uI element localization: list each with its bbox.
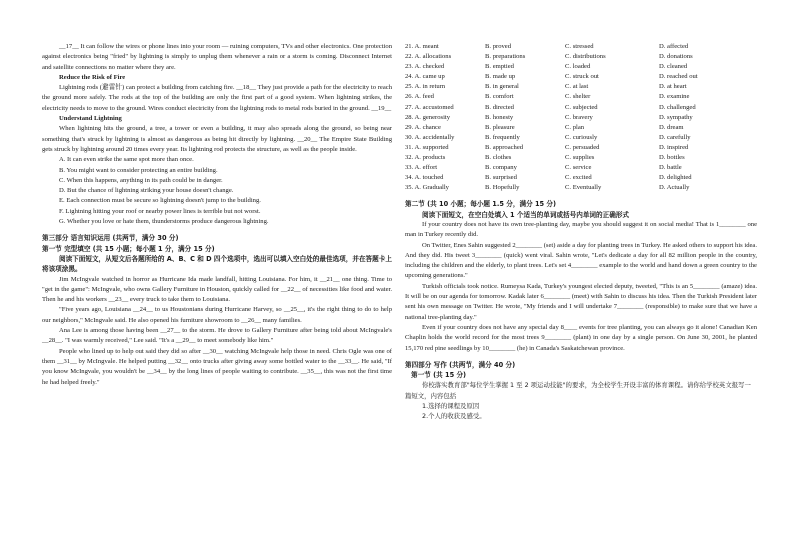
answer-option: B. honesty bbox=[485, 113, 514, 121]
answer-option: B. Hopefully bbox=[485, 184, 520, 192]
answer-option: C. distributions bbox=[565, 53, 606, 61]
answer-option: C. loaded bbox=[565, 63, 591, 71]
answer-row bbox=[405, 163, 757, 173]
answer-option: B. emptied bbox=[485, 63, 514, 71]
fill-paragraph: If your country does not have its own tree-planting day, maybe you should suggest it on social media! That is 1________ one man in Turkey recently did. bbox=[405, 221, 757, 239]
answer-row bbox=[405, 92, 757, 102]
answer-option: 32. A. products bbox=[405, 154, 446, 162]
option-line: C. When this happens, anything in its path could be in danger. bbox=[59, 176, 223, 184]
fill-paragraph: Turkish officials took notice. Rumeysa Kada, Turkey's youngest elected deputy, tweeted, "This is an 5________ (amaze) idea. It will be on our agenda for tomorrow. Kadak later 6________ (meet) with Sahin to discuss his idea. Then the Turkish President later sent his own message on Twitter. He wrote, "My friends and I will undertake 7________ (responsible) to make sure that we have a national tree-planting day." bbox=[405, 282, 757, 321]
answer-option: B. in general bbox=[485, 83, 519, 91]
cloze-paragraph: "Five years ago, Louisiana __24__ to us Houstonians during Hurricane Harvey, so __25__, it's the right thing to do to help our neighbors," McIngvale said. He also opened his furniture showroom to __26__ many families. bbox=[42, 306, 392, 324]
answer-option: C. bravery bbox=[565, 113, 593, 121]
answer-option: D. bottles bbox=[659, 154, 685, 162]
passage-paragraph: Lightning rods (避雷针) can protect a building from catching fire. __18__ They just provide a path for the electricity to reach the ground more safely. The rods at the top of the building are only the first part of a good system. When lightning strikes, the electricity needs to move to the ground. Wires conduct electricity from the lightning rods to metal rods buried in the ground. __19__ bbox=[42, 84, 392, 112]
answer-option: 31. A. supported bbox=[405, 143, 449, 151]
answer-option: B. directed bbox=[485, 103, 514, 111]
answer-option: D. donations bbox=[659, 53, 693, 61]
answer-option: D. dream bbox=[659, 123, 684, 131]
answer-option: 28. A. generosity bbox=[405, 113, 451, 121]
answer-option: 27. A. accustomed bbox=[405, 103, 454, 111]
answer-option: C. Eventually bbox=[565, 184, 602, 192]
answer-row bbox=[405, 183, 757, 193]
answer-row bbox=[405, 52, 757, 62]
answer-option: D. delighted bbox=[659, 174, 692, 182]
answer-options-table bbox=[405, 42, 757, 193]
section-instructions: 阅读下面短文，在空白处填入 1 个适当的单词或括号内单词的正确形式 bbox=[422, 210, 629, 219]
answer-option: 24. A. came up bbox=[405, 73, 445, 81]
answer-row bbox=[405, 113, 757, 123]
left-column bbox=[42, 42, 392, 388]
answer-row bbox=[405, 153, 757, 163]
answer-row bbox=[405, 173, 757, 183]
section-instructions: 阅读下面短文，从短文后各题所给的 A、B、C 和 D 四个选项中，选出可以填入空白处的最佳选项，并在答题卡上将该项涂黑。 bbox=[42, 254, 392, 274]
answer-option: 30. A. accidentally bbox=[405, 133, 455, 141]
answer-option: D. examine bbox=[659, 93, 690, 101]
writing-point: 1.选择的课程及原因 bbox=[422, 402, 480, 411]
answer-option: B. proved bbox=[485, 43, 512, 50]
answer-option: C. shelter bbox=[565, 93, 591, 101]
section-title: 第一节 (共 15 分) bbox=[411, 371, 467, 380]
cloze-paragraph: People who lined up to help out said they did so after __30__ watching McIngvale help those in need. Chris Ogle was one of them __31__ by McIngvale. He helped putting __32__ onto trucks after giving away some bottled water to the __33__. He said, "If you know McIngvale, you wouldn't be __34__ by the long lines of people waiting to contribute. __35__, this was not the first time he had helped freely." bbox=[42, 347, 392, 386]
answer-option: 25. A. in return bbox=[405, 83, 446, 91]
answer-option: B. pleasure bbox=[485, 123, 515, 131]
answer-row bbox=[405, 72, 757, 82]
part-title: 第四部分 写作 (共两节，满分 40 分) bbox=[405, 360, 516, 369]
answer-option: B. made up bbox=[485, 73, 516, 81]
writing-instructions: 你校落实教育部"每位学生掌握 1 至 2 项运动技能"的要求，为全校学生开设丰富的体育课程。请你给学校英文报写一篇短文，内容包括 bbox=[405, 381, 751, 400]
answer-option: 21. A. meant bbox=[405, 43, 439, 50]
answer-option: D. carefully bbox=[659, 133, 691, 141]
answer-option: D. battle bbox=[659, 164, 682, 172]
passage-paragraph: When lightning hits the ground, a tree, a tower or even a building, it may also spreads along the ground, so being near something that's struck by lightning is almost as dangerous as being hit directly by lightning. __20__ The Empire State Building gets struck by lightning around 20 times every year. Its lightning rod protects the structure, as well as the people inside. bbox=[42, 125, 392, 153]
answer-option: D. Actually bbox=[659, 184, 690, 192]
answer-row bbox=[405, 62, 757, 72]
answer-option: C. excited bbox=[565, 174, 592, 182]
answer-option: C. supplies bbox=[565, 154, 595, 162]
option-line: G. Whether you love or hate them, thunderstorms produce dangerous lightning. bbox=[59, 218, 269, 226]
answer-option: 23. A. checked bbox=[405, 63, 445, 71]
answer-option: D. at heart bbox=[659, 83, 687, 91]
answer-option: 33. A. effort bbox=[405, 164, 438, 172]
answer-option: B. company bbox=[485, 164, 517, 172]
answer-option: D. cleaned bbox=[659, 63, 688, 71]
answer-option: B. preparations bbox=[485, 53, 526, 61]
answer-row bbox=[405, 42, 757, 52]
answer-row bbox=[405, 103, 757, 113]
answer-option: C. at last bbox=[565, 83, 589, 91]
answer-option: B. surprised bbox=[485, 174, 517, 182]
answer-option: C. persuaded bbox=[565, 143, 600, 151]
answer-option: 35. A. Gradually bbox=[405, 184, 449, 192]
answer-option: C. subjected bbox=[565, 103, 598, 111]
cloze-paragraph: Ana Lee is among those having been __27__ to the storm. He drove to Gallery Furniture after being told about McIngvale's __28__. "I was warmly received," Lee said. "It's a __29__ to meet somebody like him." bbox=[42, 327, 392, 345]
section-title: 第二节 (共 10 小题；每小题 1.5 分，满分 15 分) bbox=[405, 200, 557, 209]
answer-option: B. frequently bbox=[485, 133, 520, 141]
writing-point: 2.个人的收获及感受。 bbox=[422, 412, 486, 421]
fill-paragraph: Even if your country does not have any special day 8____ events for tree planting, you can always go it alone! Canadian Ken Chaplin holds the world record for the most trees 9________ (plant) in one day by a single person. On June 30, 2001, he planted 15,170 red pine seedlings by 10________ (he) in Canada's Saskatchewan province. bbox=[405, 323, 757, 352]
answer-option: B. clothes bbox=[485, 154, 512, 162]
option-line: B. You might want to consider protecting an entire building. bbox=[59, 166, 218, 174]
section-heading: Reduce the Risk of Fire bbox=[59, 73, 126, 81]
right-column bbox=[405, 42, 757, 422]
answer-option: C. struck out bbox=[565, 73, 599, 81]
answer-option: C. stressed bbox=[565, 43, 594, 50]
part-title: 第三部分 语言知识运用 (共两节，满分 30 分) bbox=[42, 234, 179, 243]
option-line: E. Each connection must be secure so lightning doesn't jump to the building. bbox=[59, 197, 261, 205]
answer-option: D. reached out bbox=[659, 73, 698, 81]
answer-option: D. challenged bbox=[659, 103, 696, 111]
section-title: 第一节 完型填空 (共 15 小题；每小题 1 分，满分 15 分) bbox=[42, 244, 215, 253]
answer-option: 26. A. feed bbox=[405, 93, 434, 101]
answer-option: B. comfort bbox=[485, 93, 514, 101]
option-line: F. Lightning hitting your roof or nearby power lines is terrible but not worst. bbox=[59, 207, 261, 215]
answer-option: D. sympathy bbox=[659, 113, 693, 121]
answer-option: B. approached bbox=[485, 143, 524, 151]
answer-option: C. plan bbox=[565, 123, 585, 131]
answer-row bbox=[405, 123, 757, 133]
section-heading: Understand Lightning bbox=[59, 115, 122, 123]
cloze-paragraph: Jim McIngvale watched in horror as Hurricane Ida made landfall, hitting Louisiana. For him, it __21__ one thing. Time to "get in the game": McIngvale, who owns Gallery Furniture in Houston, quickly called for __22__ of necessities like food and water. Then he and his workers __23__ every truck to take them to Louisiana. bbox=[42, 275, 392, 304]
answer-option: 22. A. allocations bbox=[405, 53, 452, 61]
option-line: D. But the chance of lightning striking your house doesn't change. bbox=[59, 187, 234, 195]
passage-paragraph: __17__ It can follow the wires or phone lines into your room — ruining computers, TVs and other electronics. One protection against electronics being "fried" by lightning is simply to unplug them whenever a rain or a storm is coming. Disconnect Internet and satellite connections no matter where they are. bbox=[42, 43, 392, 71]
fill-paragraph: On Twitter, Enes Sahin suggested 2________ (set) aside a day for planting trees in Turkey. He asked others to support his idea. And they did. His tweet 3________ (quick) went viral. Sahin wrote, "Let's dedicate a day for all 82 million people in the country, including the children and the elderly, to plant trees. Let's set 4________ example to the world and hand down a green country to the upcoming generations." bbox=[405, 241, 757, 280]
answer-option: 29. A. chance bbox=[405, 123, 441, 131]
answer-option: D. affected bbox=[659, 43, 689, 50]
answer-row bbox=[405, 143, 757, 153]
answer-option: 34. A. touched bbox=[405, 174, 444, 182]
answer-option: C. service bbox=[565, 164, 592, 172]
option-line: A. It can even strike the same spot more than once. bbox=[59, 156, 194, 164]
answer-option: C. curiously bbox=[565, 133, 598, 141]
answer-row bbox=[405, 133, 757, 143]
answer-row bbox=[405, 82, 757, 92]
answer-option: D. inspired bbox=[659, 143, 689, 151]
